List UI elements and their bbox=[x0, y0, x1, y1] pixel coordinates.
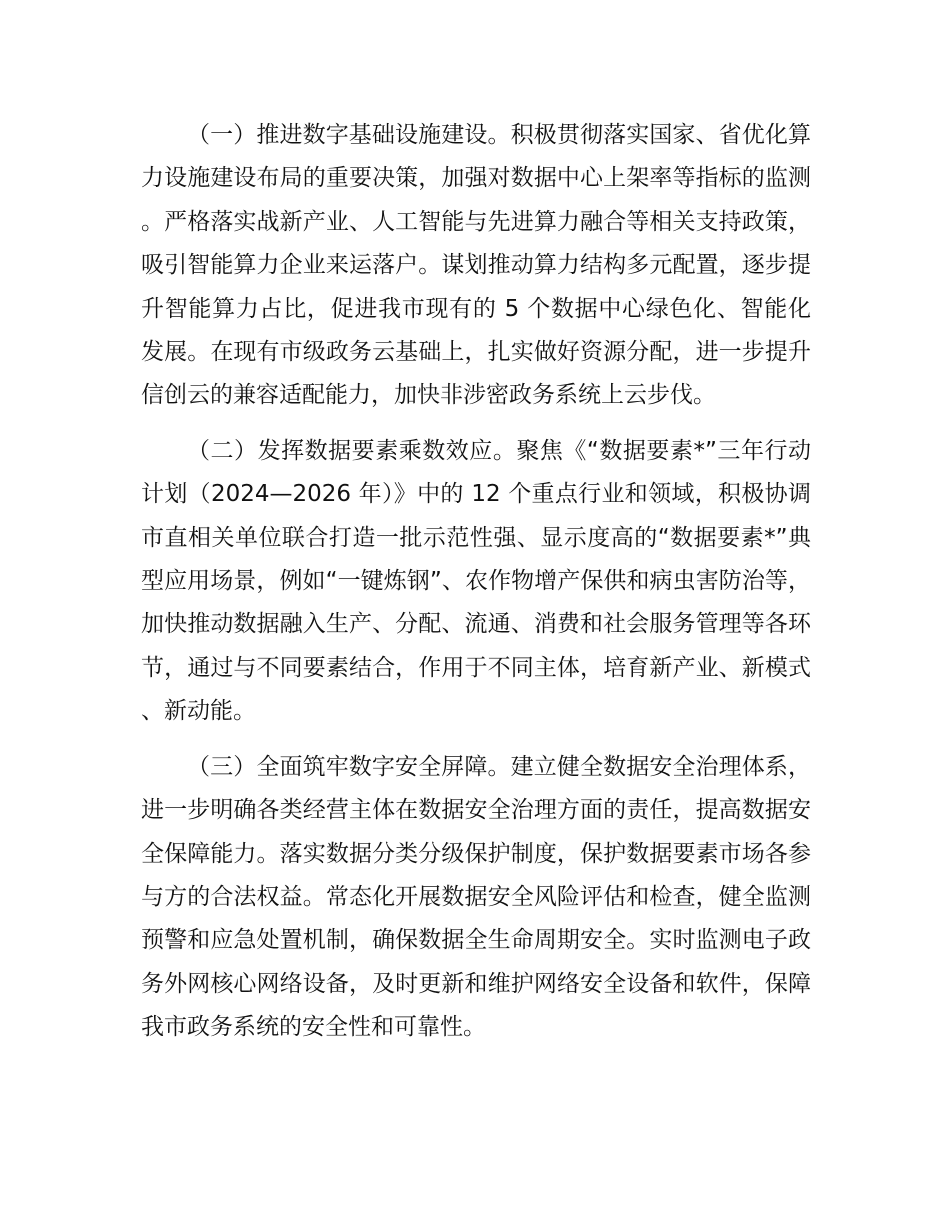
paragraph-digital-infrastructure bbox=[141, 114, 811, 418]
paragraph-data-elements bbox=[141, 430, 811, 734]
paragraph-text: 建立健全数据安全治理体系，进一步明确各类经营主体在数据安全治理方面的责任，提高数据安全保障能力。落实数据分类分级保护制度，保护数据要素市场各参与方的合法权益。常态化开展数据安全风险评估和检查，健全监测预警和应急处置机制，确保数据全生命周期安全。实时监测电子政务外网核心网络设备，及时更新和维护网络安全设备和软件，保障我市政务系统的安全性和可靠性。 bbox=[141, 753, 812, 1041]
paragraph-heading: （三）全面筑牢数字安全屏障。 bbox=[187, 753, 511, 780]
document-body bbox=[141, 114, 811, 1050]
paragraph-text: 聚焦《“数据要素*”三年行动计划（2024—2026 年）》中的 12 个重点行业和领域，积极协调市直相关单位联合打造一批示范性强、显示度高的“数据要素*”典型应用场景，例如“一键炼钢”、农作物增产保供和病虫害防治等，加快推动数据融入生产、分配、流通、消费和社会服务管理等各环节，通过与不同要素结合，作用于不同主体，培育新产业、新模式、新动能。 bbox=[141, 437, 811, 725]
paragraph-heading: （二）发挥数据要素乘数效应。 bbox=[187, 437, 517, 464]
paragraph-digital-security bbox=[141, 746, 811, 1050]
paragraph-text: 积极贯彻落实国家、省优化算力设施建设布局的重要决策，加强对数据中心上架率等指标的监测。严格落实战新产业、人工智能与先进算力融合等相关支持政策，吸引智能算力企业来运落户。谋划推动算力结构多元配置，逐步提升智能算力占比，促进我市现有的 5 个数据中心绿色化、智能化发展。在现有市级政务云基础上，扎实做好资源分配，进一步提升信创云的兼容适配能力，加快非涉密政务系统上云步伐。 bbox=[141, 122, 812, 409]
paragraph-heading: （一）推进数字基础设施建设。 bbox=[187, 122, 511, 148]
